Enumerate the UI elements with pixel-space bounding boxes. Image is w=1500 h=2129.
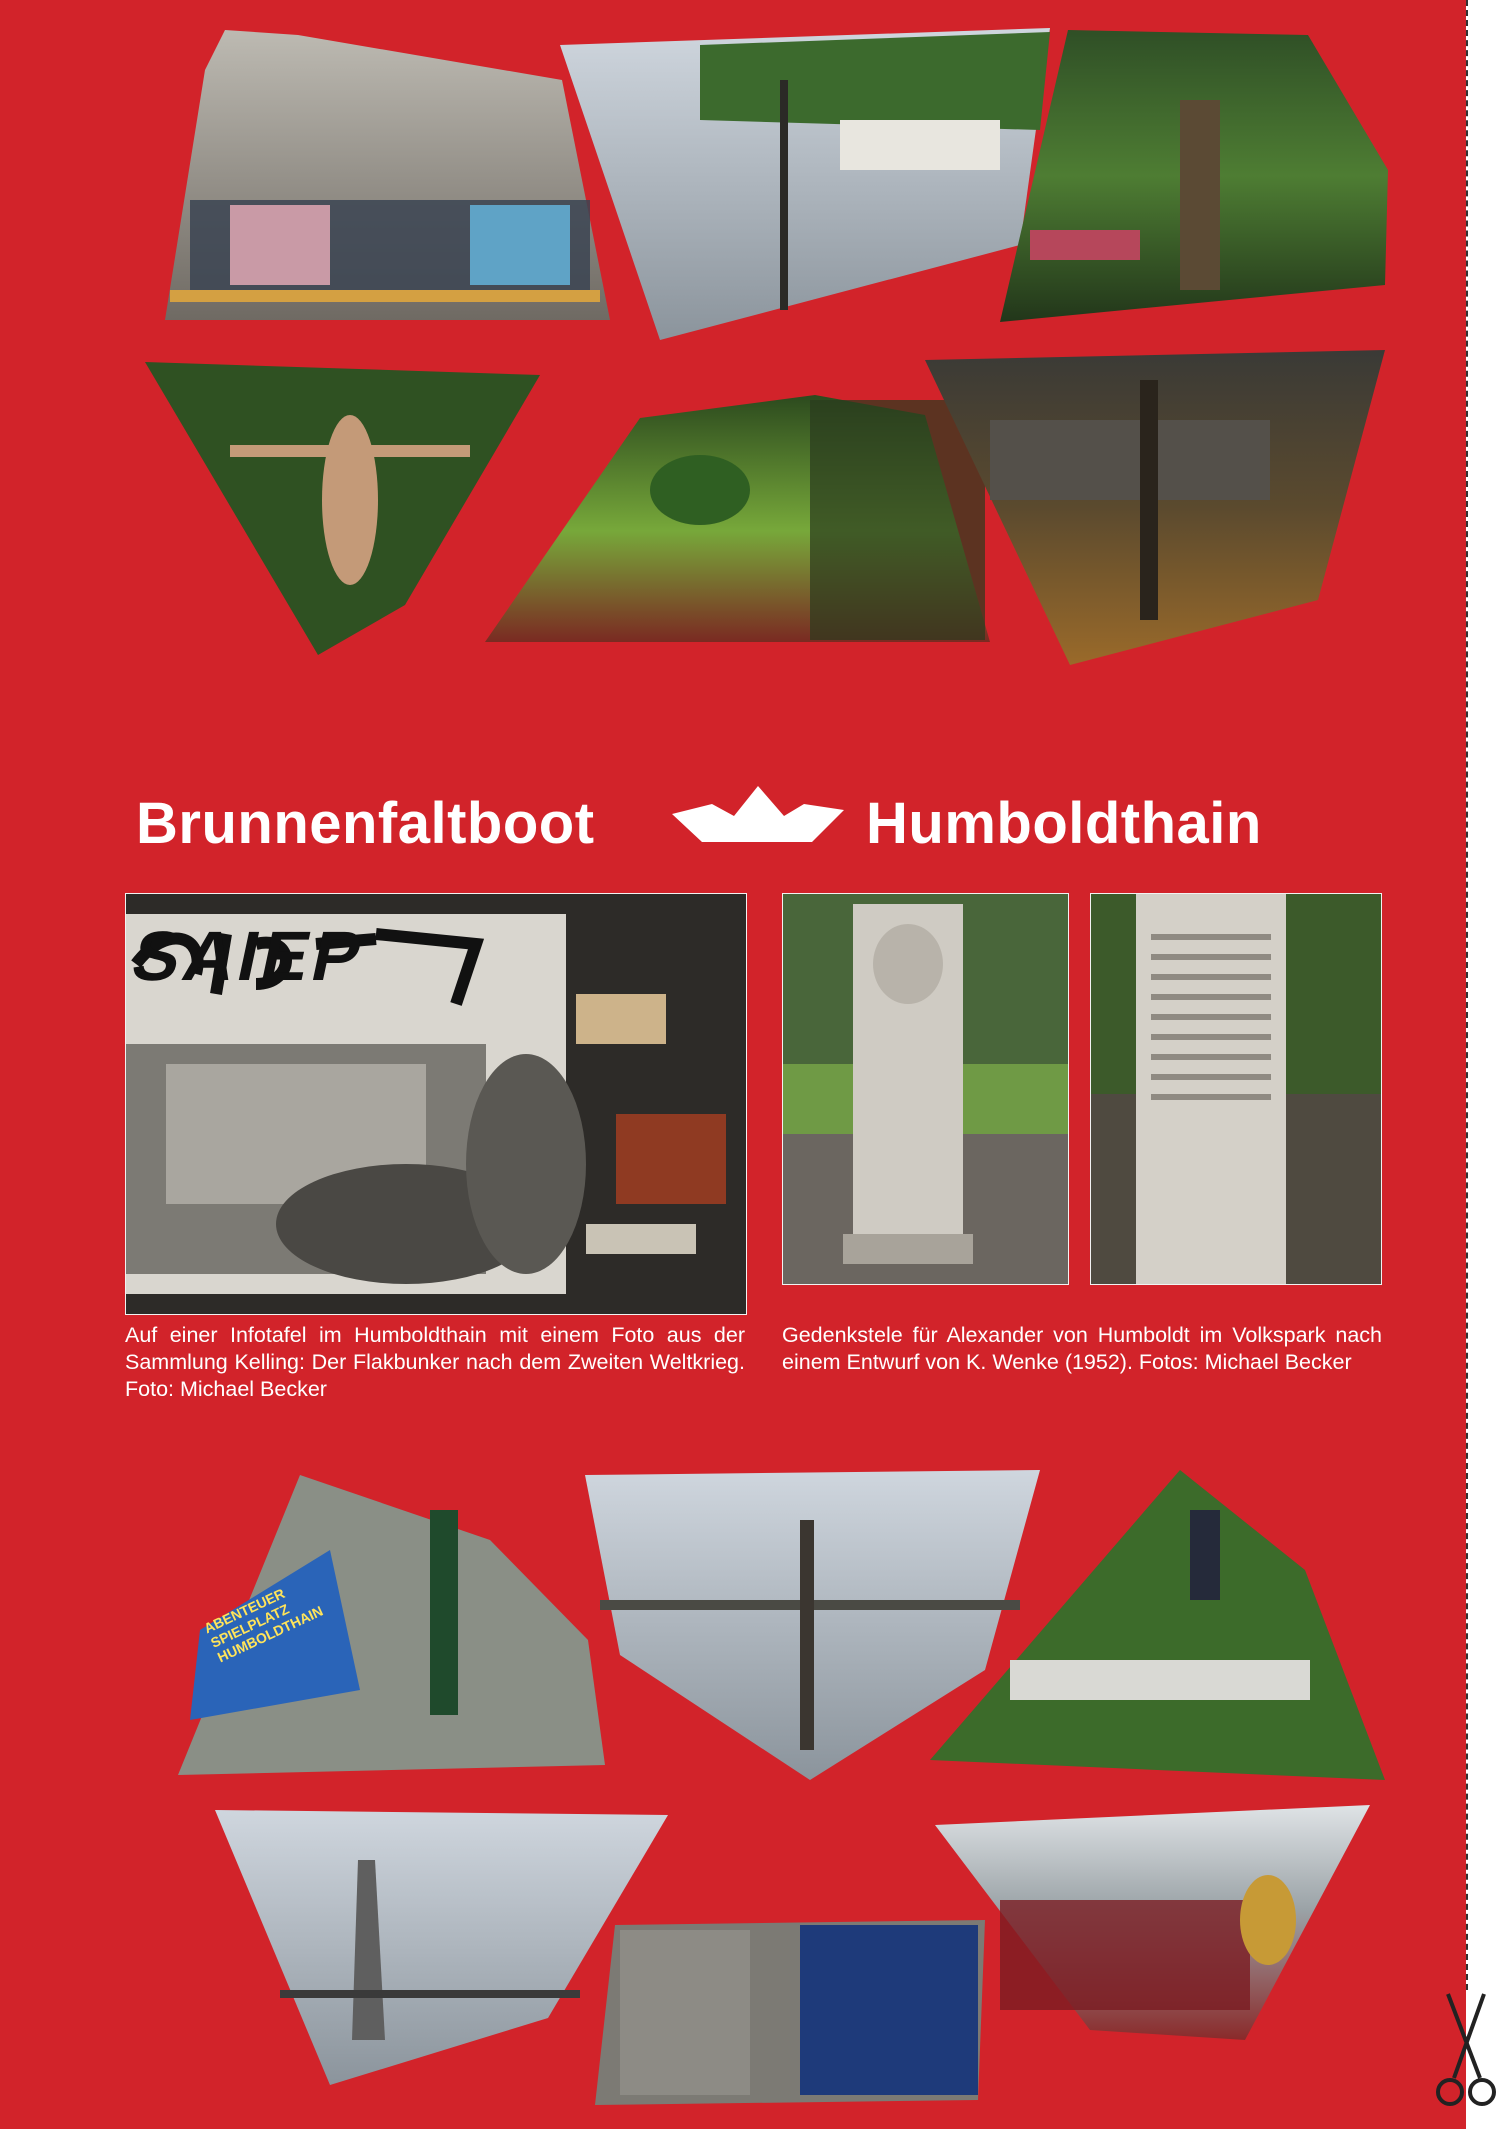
photo-fragment-info-sign: [595, 1920, 985, 2105]
photo-infotafel: [125, 893, 747, 1315]
photo-stele-inscription: [1090, 893, 1382, 1285]
photo-stele-portrait: [782, 893, 1069, 1285]
cut-line: [1466, 0, 1468, 1990]
photo-fragment-band: [935, 1805, 1370, 2040]
photo-fragment-top-2: [560, 28, 1050, 340]
photo-fragment-top-1: [165, 30, 610, 320]
graffiti-text: SAIEP: [125, 917, 373, 995]
caption-infotafel: Auf einer Infotafel im Humboldthain mit einem Foto aus der Sammlung Kelling: Der Flakbunker nach dem Zweiten Weltkrieg. Foto: Michael Becker: [125, 1323, 745, 1401]
photo-fragment-top-3: [1000, 30, 1388, 322]
photo-fragment-garden: [485, 395, 990, 642]
caption-stele: Gedenkstele für Alexander von Humboldt im Volkspark nach einem Entwurf von K. Wenke (1952). Fotos: Michael Becker: [782, 1323, 1382, 1374]
photo-fragment-autumn: [925, 350, 1385, 665]
title-right: Humboldthain: [866, 791, 1262, 856]
photo-fragment-statue: [145, 362, 540, 655]
paper-boat-icon: [672, 782, 844, 852]
title-left: Brunnenfaltboot: [136, 791, 595, 856]
photo-fragment-sculpture: [215, 1810, 668, 2085]
playground-sign-text: ABENTEUER SPIELPLATZ HUMBOLDTHAIN: [201, 1585, 326, 1666]
scissors-icon: [1436, 1986, 1496, 2116]
